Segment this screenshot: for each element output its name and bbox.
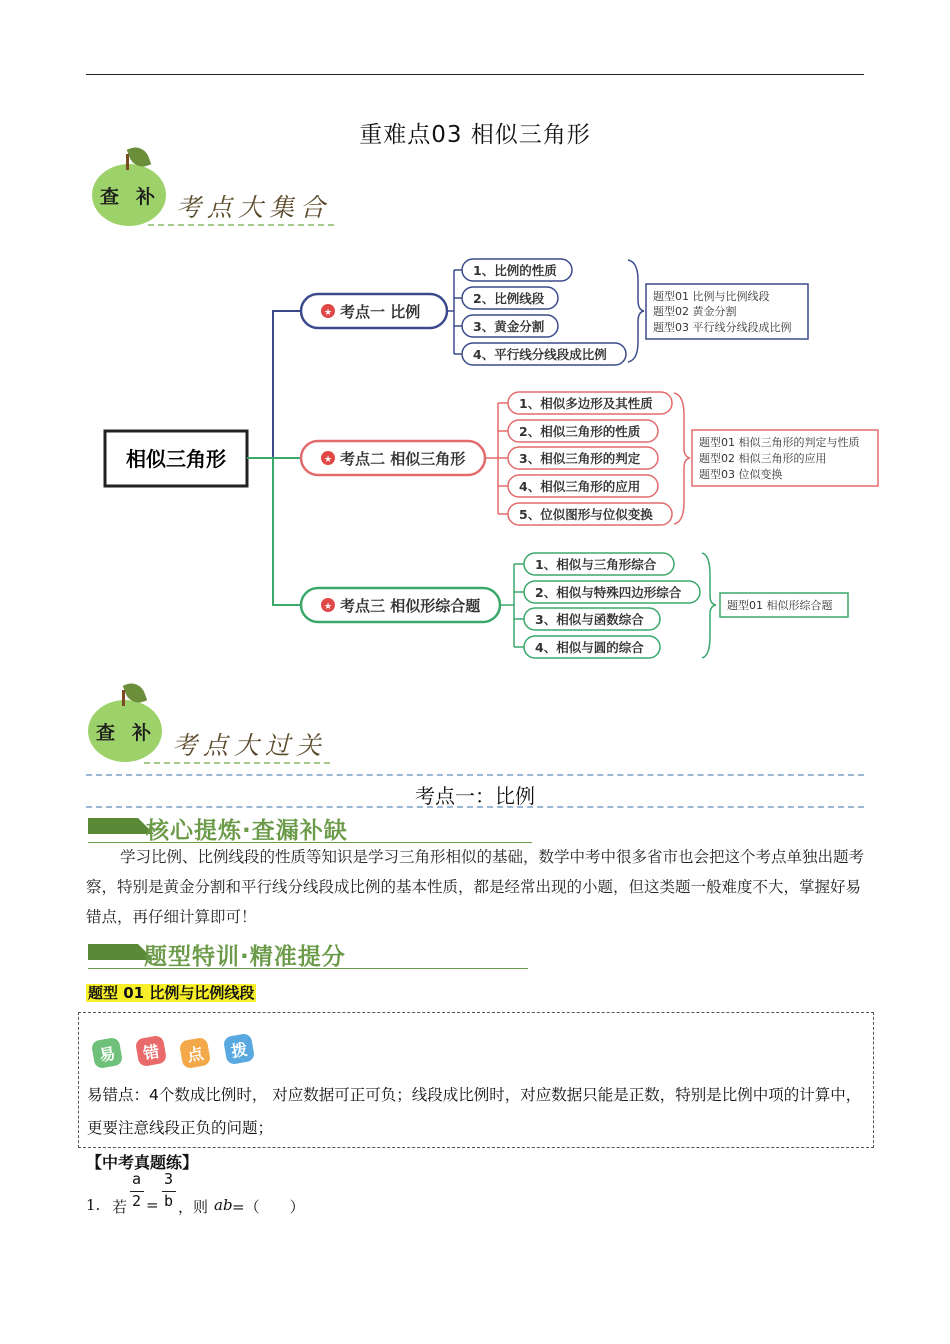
badge-slogan: 考点大集合 [176,193,332,222]
badge-consolidate [92,146,352,230]
type-label-wrap [86,982,256,1003]
tag-icon: 点 [179,1037,211,1069]
item-label: 1、相似多边形及其性质 [519,396,653,411]
question-suffix: ，则 [178,1198,209,1216]
section-rule-bottom [86,806,864,808]
badge-review [88,682,348,766]
badge-right-char: 补 [132,722,152,744]
fraction-2-numerator: 3 [164,1170,174,1188]
branch-3-label: 考点三 相似形综合题 [340,597,481,615]
item-label: 3、相似与函数综合 [535,612,644,627]
intro-paragraph: 学习比例、比例线段的性质等知识是学习三角形相似的基础，数学中考中很多省市也会把这个考点单独出题考察，特别是黄金分割和平行线分线段成比例的基本性质，都是经常出现的小题，但这类题一般难度不大，掌握好易错点，再仔细计算即可！ [86,848,865,926]
fraction-1-denominator: 2 [132,1192,142,1210]
type-label: 题型03 位似变换 [699,468,783,481]
stem-icon [126,154,129,170]
type-label: 题型01 相似形综合题 [727,599,833,612]
question-prefix: 若 [112,1198,128,1216]
stem-icon [122,690,125,706]
tag-icon: 易 [91,1037,123,1069]
item-label: 2、相似与特殊四边形综合 [535,585,682,600]
item-label: 3、黄金分割 [473,319,545,334]
question-1 [86,1170,586,1220]
type-label: 题型02 黄金分割 [653,305,737,318]
item-label: 2、相似三角形的性质 [519,424,641,439]
header-rule [86,74,864,75]
error-note-box [78,1012,874,1148]
badge-left-char: 查 [96,722,116,744]
item-label: 2、比例线段 [473,291,545,306]
banner-training-line [88,968,528,969]
page-title: 重难点03 相似三角形 [359,122,591,148]
fraction-1-numerator: a [132,1170,142,1188]
badge-slogan: 考点大过关 [172,731,328,760]
type-label: 题型02 相似三角形的应用 [699,452,827,465]
type-label: 题型01 比例与比例线段 [653,290,770,303]
error-tags [93,1027,273,1071]
banner-training-label: 题型特训·精准提分 [144,944,346,970]
item-label: 1、相似与三角形综合 [535,557,657,572]
badge-right-char: 补 [136,186,156,208]
item-label: 3、相似三角形的判定 [519,451,641,466]
badge-underline [144,762,330,764]
svg-text:★: ★ [324,602,333,612]
equals-sign: = [146,1196,159,1214]
tag-icon: 错 [135,1035,167,1067]
item-label: 4、相似三角形的应用 [519,479,641,494]
item-label: 4、平行线分线段成比例 [473,347,607,362]
banner-core-label: 核心提炼·查漏补缺 [146,818,348,844]
section-rule-top [86,774,864,776]
svg-text:★: ★ [324,455,333,465]
banner-training [88,938,528,968]
mindmap-root-label: 相似三角形 [126,447,226,471]
item-label: 4、相似与圆的综合 [535,640,644,655]
branch-1-label: 考点一 比例 [340,303,421,321]
question-tail: =（ ） [232,1198,305,1216]
practice-label: 【中考真题练】 [86,1153,199,1172]
question-expr: ab [214,1196,233,1214]
type-label: 题型 01 比例与比例线段 [88,984,255,1002]
branch-2-items [498,392,672,525]
branch-3-items [514,553,700,658]
item-label: 1、比例的性质 [473,263,557,278]
tag-icon: 拨 [223,1033,255,1065]
branch-1-items [454,259,626,365]
type-label: 题型03 平行线分线段成比例 [653,321,792,334]
banner-flag-icon [88,818,154,834]
banner-core [88,812,532,842]
section-title: 考点一：比例 [415,784,535,808]
svg-text:★: ★ [324,308,333,318]
badge-underline [148,224,334,226]
badge-left-char: 查 [100,186,120,208]
type-label: 题型01 相似三角形的判定与性质 [699,436,860,449]
branch-2-label: 考点二 相似三角形 [340,450,466,468]
mindmap [96,250,896,670]
error-note: 易错点：4个数成比例时， 对应数据可正可负；线段成比例时，对应数据只能是正数，特别是比例中项的计算中，更要注意线段正负的问题； [87,1086,862,1137]
fraction-2-denominator: b [164,1192,174,1210]
item-label: 5、位似图形与位似变换 [519,507,653,522]
question-number: 1. [86,1196,101,1214]
